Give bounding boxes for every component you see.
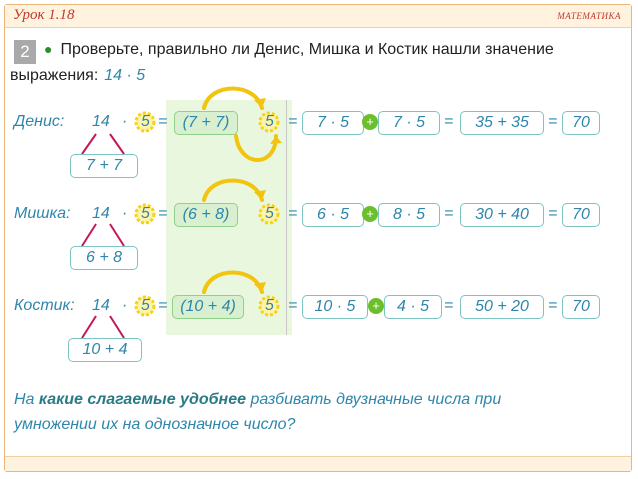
sum-box: 50 + 20 (460, 295, 544, 319)
equals-sign: = (288, 205, 298, 222)
row-name-mishka: Мишка: (14, 205, 71, 222)
factor-five: 5 (265, 205, 274, 222)
result-box: 70 (562, 203, 600, 227)
result-box: 70 (562, 111, 600, 135)
bullet-icon: ● (44, 41, 53, 57)
equals-sign: = (548, 297, 558, 314)
sum-box: 30 + 40 (460, 203, 544, 227)
row-name-denis: Денис: (14, 113, 65, 130)
equals-sign: = (444, 113, 454, 130)
lesson-title: Урок 1.18 (13, 7, 75, 23)
equals-sign: = (288, 297, 298, 314)
branch-line (82, 316, 96, 338)
branch-line (82, 134, 96, 154)
sum-box: 35 + 35 (460, 111, 544, 135)
equals-sign: = (444, 297, 454, 314)
equals-sign: = (444, 205, 454, 222)
product-box: 4 · 5 (384, 295, 442, 319)
equals-sign: = (158, 297, 168, 314)
split-box: 7 + 7 (70, 154, 138, 178)
plus-badge: + (368, 298, 384, 314)
question-line2: умножении их на однозначное число? (14, 416, 296, 433)
row-name-kostik: Костик: (14, 297, 75, 314)
product-box: 10 · 5 (302, 295, 368, 319)
factor-five: 5 (141, 113, 150, 130)
branch-line (110, 316, 124, 338)
group-box: (7 + 7) (174, 111, 238, 135)
group-box: (6 + 8) (174, 203, 238, 227)
plus-badge: + (362, 114, 378, 130)
arrow-curve-row1-bottom (236, 136, 276, 160)
multiply-sign: · (122, 205, 128, 222)
product-box: 6 · 5 (302, 203, 364, 227)
multiply-sign: · (122, 113, 128, 130)
split-box: 6 + 8 (70, 246, 138, 270)
equals-sign: = (548, 205, 558, 222)
product-box: 8 · 5 (378, 203, 440, 227)
multiply-sign: · (122, 297, 128, 314)
question-emphasis: какие слагаемые удобнее (38, 391, 246, 408)
branch-line (110, 224, 124, 246)
start-number: 14 (92, 113, 110, 130)
task-text-line1: ● Проверьте, правильно ли Денис, Мишка и Костик нашли значение (44, 41, 554, 58)
task-number-badge: 2 (14, 40, 36, 64)
split-box: 10 + 4 (68, 338, 142, 362)
arrow-curve-row1-top (204, 89, 262, 109)
task-text-line2: выражения: 14 · 5 (10, 67, 146, 84)
subject-label: МАТЕМАТИКА (557, 11, 621, 21)
question-line1: На какие слагаемые удобнее разбивать двузначные числа при (14, 391, 502, 408)
factor-five: 5 (265, 297, 274, 314)
result-box: 70 (562, 295, 600, 319)
factor-five: 5 (141, 297, 150, 314)
equals-sign: = (158, 113, 168, 130)
branch-line (110, 134, 124, 154)
plus-badge: + (362, 206, 378, 222)
task-expression: 14 · 5 (104, 67, 146, 84)
group-box: (10 + 4) (172, 295, 244, 319)
equals-sign: = (288, 113, 298, 130)
arrow-curve-row2-top (204, 181, 262, 201)
branch-line (82, 224, 96, 246)
start-number: 14 (92, 297, 110, 314)
factor-five: 5 (265, 113, 274, 130)
equals-sign: = (548, 113, 558, 130)
factor-five: 5 (141, 205, 150, 222)
product-box: 7 · 5 (302, 111, 364, 135)
product-box: 7 · 5 (378, 111, 440, 135)
equals-sign: = (158, 205, 168, 222)
arrow-curve-row3-top (204, 273, 262, 293)
start-number: 14 (92, 205, 110, 222)
